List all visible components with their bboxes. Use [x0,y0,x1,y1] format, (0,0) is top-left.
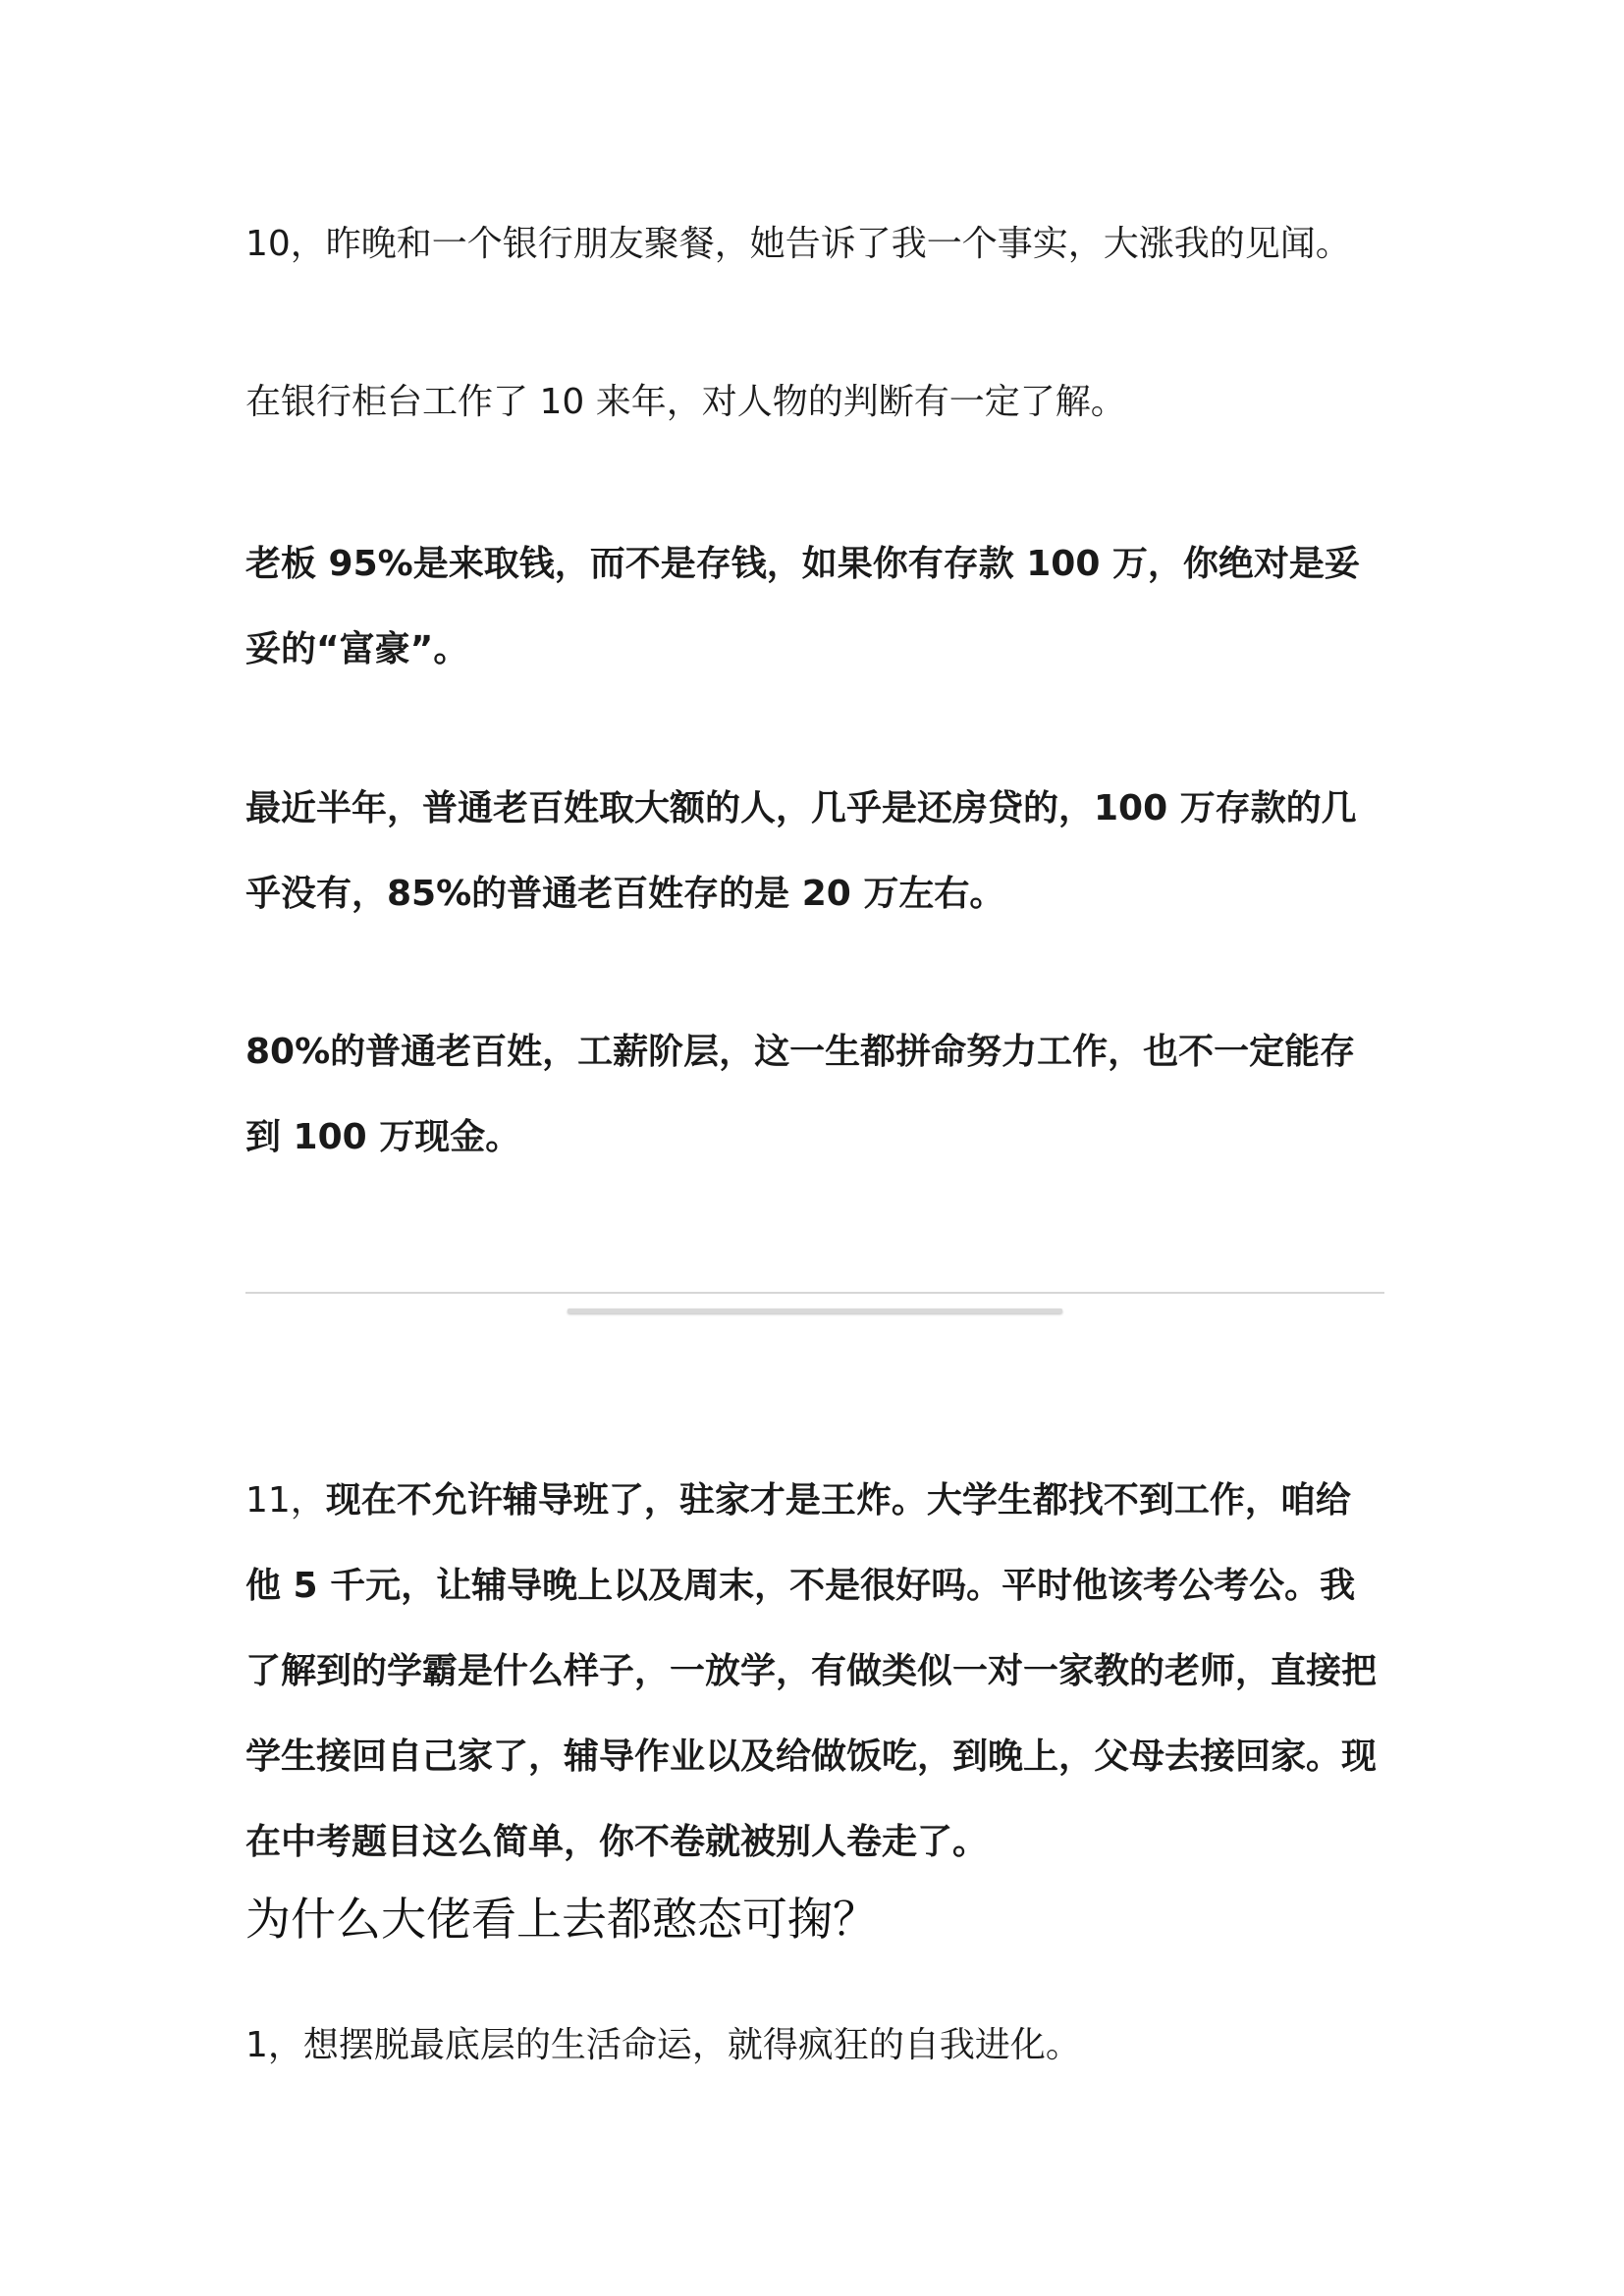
paragraph-10-boss: 老板 95%是来取钱，而不是存钱，如果你有存款 100 万，你绝对是妥妥的“富豪”。 [245,544,1360,669]
section-divider-line [245,1292,1384,1294]
section-divider-bar [568,1308,1062,1313]
section-heading: 为什么大佬看上去都憨态可掬？ [245,1893,878,1946]
paragraph-1-item: 1，想摆脱最底层的生活命运，就得疯狂的自我进化。 [245,2025,1081,2065]
paragraph-10-workers: 80%的普通老百姓，工薪阶层，这一生都拼命努力工作，也不一定能存到 100 万现金。 [245,1032,1356,1157]
paragraph-11-number: 11， [245,1480,326,1521]
paragraph-10-recent: 最近半年，普通老百姓取大额的人，几乎是还房贷的，100 万存款的几乎没有，85%的普通老百姓存的是 20 万左右。 [245,788,1357,914]
paragraph-11 [245,1458,1384,1885]
paragraph-10-intro: 10，昨晚和一个银行朋友聚餐，她告诉了我一个事实，大涨我的见闻。 [245,224,1351,264]
paragraph-10-teller: 在银行柜台工作了 10 来年，对人物的判断有一定了解。 [245,382,1126,422]
paragraph-11-body: 现在不允许辅导班了，驻家才是王炸。大学生都找不到工作，咱给他 5 千元，让辅导晚上以及周末，不是很好吗。平时他该考公考公。我了解到的学霸是什么样子，一放学，有做类似一对一家教的老师，直接把学生接回自己家了，辅导作业以及给做饭吃，到晚上，父母去接回家。现在中考题目这么简单，你不卷就被别人卷走了。 [245,1480,1378,1862]
